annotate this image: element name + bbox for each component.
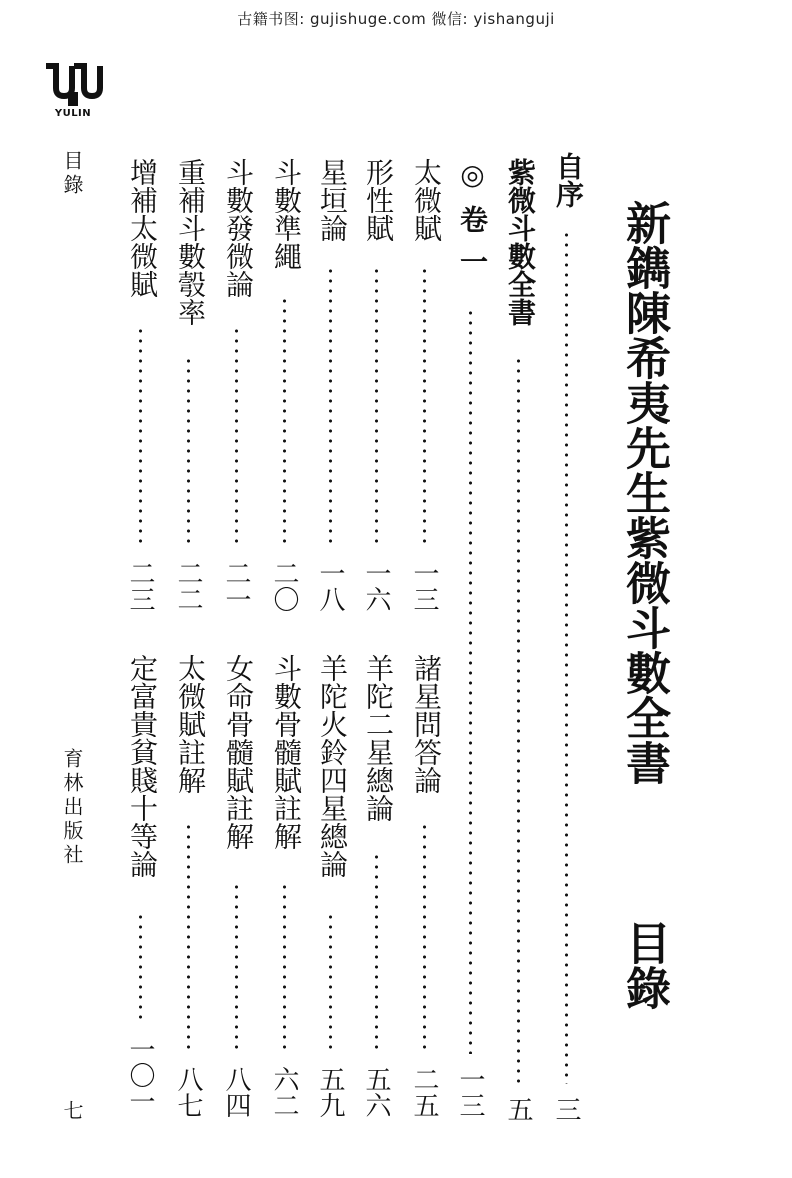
toc-entry-label: 形性賦 bbox=[362, 158, 395, 242]
toc-entry-label: ◎卷一 bbox=[456, 158, 489, 289]
toc-leader-dots bbox=[517, 356, 520, 1084]
toc-entry-page: 一〇一 bbox=[125, 1036, 155, 1114]
toc-leader-dots bbox=[375, 852, 378, 1054]
toc-entry-label: 諸星問答論 bbox=[410, 654, 443, 794]
toc-entry-label: 女命骨髓賦註解 bbox=[222, 654, 255, 850]
toc-leader-dots bbox=[375, 266, 378, 548]
toc-leader-dots bbox=[235, 882, 238, 1054]
toc-entry-page: 五六 bbox=[361, 1066, 391, 1118]
toc-leader-dots bbox=[329, 912, 332, 1054]
toc-leader-dots bbox=[139, 326, 142, 548]
toc-entry-label: 重補斗數彀率 bbox=[174, 158, 207, 326]
toc-entry-page: 五 bbox=[503, 1096, 533, 1122]
toc-entry-page: 一三 bbox=[409, 560, 439, 612]
toc-entry-page: 二二 bbox=[173, 560, 203, 612]
toc-entry-page: 八四 bbox=[221, 1066, 251, 1118]
toc-entry-label: 自序 bbox=[552, 152, 585, 208]
toc-leader-dots bbox=[423, 266, 426, 548]
toc-leader-dots bbox=[283, 882, 286, 1054]
logo-text: YULIN bbox=[54, 108, 92, 119]
toc-entry-label: 太微賦 bbox=[410, 158, 443, 242]
page-title: 新鐫陳希夷先生紫微斗數全書 bbox=[618, 200, 671, 785]
toc-entry-label: 星垣論 bbox=[316, 158, 349, 242]
toc-entry-label: 紫微斗數全書 bbox=[504, 158, 537, 326]
toc-entry-label: 增補太微賦 bbox=[126, 158, 159, 298]
toc-entry-label: 斗數發微論 bbox=[222, 158, 255, 298]
toc-entry-page: 五九 bbox=[315, 1066, 345, 1118]
toc-entry-page: 一六 bbox=[361, 560, 391, 612]
watermark: 古籍书图: gujishuge.com 微信: yishanguji bbox=[237, 10, 555, 28]
toc-entry-label: 羊陀火鈴四星總論 bbox=[316, 654, 349, 878]
publisher-logo bbox=[42, 62, 104, 124]
toc-leader-dots bbox=[283, 296, 286, 548]
toc-leader-dots bbox=[187, 356, 190, 548]
toc-entry-page: 二五 bbox=[409, 1066, 439, 1118]
toc-leader-dots bbox=[565, 230, 568, 1084]
toc-entry-label: 定富貴貧賤十等論 bbox=[126, 654, 159, 878]
toc-entry-page: 三 bbox=[551, 1096, 581, 1122]
page-number: 七 bbox=[60, 1100, 84, 1124]
toc-entry-page: 一三 bbox=[455, 1066, 485, 1118]
toc-entry-label: 羊陀二星總論 bbox=[362, 654, 395, 822]
toc-entry-page: 二三 bbox=[125, 560, 155, 612]
toc-entry-page: 六二 bbox=[269, 1066, 299, 1118]
toc-entry-page: 八七 bbox=[173, 1066, 203, 1118]
toc-entry-label: 斗數準繩 bbox=[270, 158, 303, 270]
toc-entry-page: 二〇 bbox=[269, 560, 299, 612]
toc-leader-dots bbox=[469, 308, 472, 1054]
publisher-name: 育林出版社 bbox=[60, 748, 84, 868]
toc-leader-dots bbox=[235, 326, 238, 548]
page-subtitle: 目錄 bbox=[618, 920, 671, 1010]
toc-leader-dots bbox=[139, 912, 142, 1024]
toc-entry-label: 太微賦註解 bbox=[174, 654, 207, 794]
toc-leader-dots bbox=[329, 266, 332, 548]
toc-entry-label: 斗數骨髓賦註解 bbox=[270, 654, 303, 850]
toc-entry-page: 二一 bbox=[221, 560, 251, 612]
toc-entry-page: 一八 bbox=[315, 560, 345, 612]
toc-leader-dots bbox=[423, 822, 426, 1054]
side-label: 目錄 bbox=[60, 150, 84, 198]
toc-leader-dots bbox=[187, 822, 190, 1054]
yulin-logo-icon bbox=[42, 62, 104, 108]
